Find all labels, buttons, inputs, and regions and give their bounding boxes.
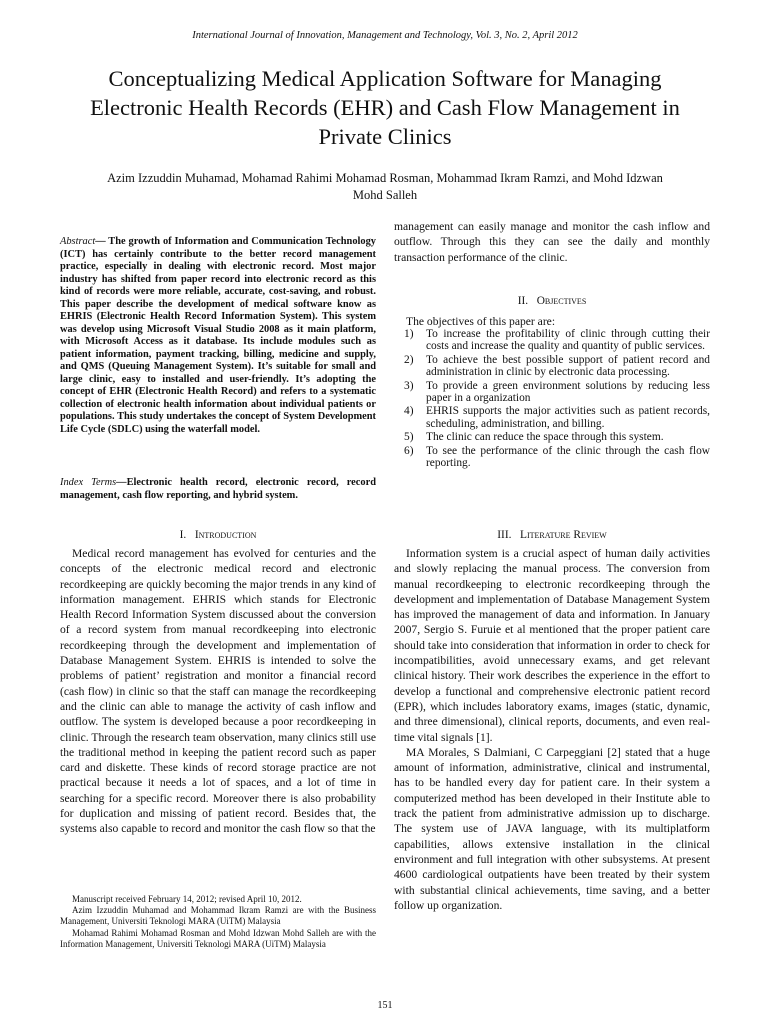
section-title: Introduction <box>194 529 257 541</box>
list-item <box>394 405 710 430</box>
list-item <box>394 328 710 353</box>
list-number: 3) <box>404 379 414 392</box>
paragraph: management can easily manage and monitor the cash inflow and outflow. Through this they can see the daily and monthly transaction performance of the clinic. <box>394 220 710 264</box>
section-number: I. <box>179 529 187 541</box>
list-item <box>394 431 710 443</box>
abstract <box>60 236 376 436</box>
list-item <box>394 380 710 405</box>
list-text: The clinic can reduce the space through this system. <box>426 431 664 444</box>
introduction-body <box>60 546 376 837</box>
index-terms-label: Index Terms <box>60 477 117 488</box>
list-number: 1) <box>404 328 414 340</box>
list-number: 5) <box>404 431 414 444</box>
list-number: 4) <box>404 405 414 418</box>
section-title: Objectives <box>536 295 587 307</box>
list-item <box>394 354 710 379</box>
section-number: III. <box>497 529 512 541</box>
list-number: 6) <box>404 444 414 457</box>
section-number: II. <box>517 295 529 307</box>
section-heading-objectives <box>394 295 710 307</box>
running-head: International Journal of Innovation, Management and Technology, Vol. 3, No. 2, April 2012 <box>192 30 578 41</box>
paragraph: Information system is a crucial aspect of human daily activities and slowly replacing the manual process. The conversion from manual recordkeeping to electronic recordkeeping through the development and implementation of Database Management System has improved the management of data and information. In January 2007, Sergio S. Furuie et al mentioned that the proper patient care should take into consideration that information in order to check for incompatibilities, avoid unnecessary exams, and get relevant clinical history. Their work describes the experience in the effort to develop a functional and comprehensive electronic patient record (EPR), which includes laboratory exams, images (static, dynamic, and three dimensional), clinical reports, documents, and even real-time vital signals [1]. <box>394 547 710 744</box>
author-list: Azim Izzuddin Muhamad, Mohamad Rahimi Mohamad Rosman, Mohammad Ikram Ramzi, and Mohd Idzwan Mohd Salleh <box>107 171 663 202</box>
section-heading-literature-review <box>394 529 710 541</box>
list-number: 2) <box>404 353 414 366</box>
footnote-line: Mohamad Rahimi Mohamad Rosman and Mohd Idzwan Mohd Salleh are with the Information Management, Universiti Teknologi MARA (UiTM) Malaysia <box>60 927 376 949</box>
section-title: Literature Review <box>520 529 607 541</box>
list-text: To achieve the best possible support of patient record and administration in clinic by electronic data processing. <box>426 353 710 379</box>
list-text: To provide a green environment solutions by reducing less paper in a organization <box>426 379 710 405</box>
objectives-intro: The objectives of this paper are: <box>406 315 556 328</box>
paragraph: MA Morales, S Dalmiani, C Carpeggiani [2] stated that a huge amount of information, administrative, clinical and instrumental, has to be handled every day for patient care. In their system a computerized method has been developed in their Institute able to track the patient from administrative admission up to discharge. The system use of JAVA language, with its multiplatform capabilities, allows extensive installation in the clinical environment and full integration with other subsystems. At present 4600 cardiological outpatients have been treated by their system with substantial clinical achievements, time saving, and a better follow up organization. <box>394 745 710 912</box>
footnote-line: Manuscript received February 14, 2012; revised April 10, 2012. <box>72 894 302 904</box>
index-terms <box>60 477 376 502</box>
page-number: 151 <box>377 1000 393 1011</box>
paper-title: Conceptualizing Medical Application Software for Managing Electronic Health Records (EHR) and Cash Flow Management in Private Clinics <box>90 66 680 149</box>
abstract-text: — The growth of Information and Communication Technology (ICT) has certainly contribute to the better record management practice, especially in dealing with electronic record. Most major industry has shifted from paper record into electronic record as this kind of records were more reliable, accurate, cost-saving, and robust. This paper describe the development of medical software know as EHRIS (Electronic Health Record Information System). This system was develop using Microsoft Visual Studio 2008 as it main platform, with Microsoft Access as it database. Its include modules such as patient information, payment tracking, billing, medicine and supply, and QMS (Queuing Management System). It’s suitable for small and large clinic, easy to installed and user-friendly. It’s adopting the concept of EHR (Electronic Health Record) and refers to a systematic collection of electronic health information about individual patients or populations. This study undertakes the concept of System Development Life Cycle (SDLC) using the waterfall model. <box>60 236 376 435</box>
section-heading-introduction <box>60 529 376 541</box>
paragraph: Medical record management has evolved for centuries and the concepts of the electronic medical record and electronic recordkeeping are quickly becoming the major trends in any kind of information management. EHRIS which stands for Electronic Health Record Information System discussed about the conversion of a record system from manual recordkeeping into electronic recordkeeping through the development and implementation of Database Management System. EHRIS is intended to solve the problems of patient’ registration and monitor a financial record (cash flow) in clinic so that the staff can manage the recordkeeping and the clinic can able to manage the activity of cash inflow and outflow. The system is developed because a poor recordkeeping in clinic. Through the research team observation, many clinics still use the traditional method in keeping the patient record such as paper card and diskette. These kinds of record storage practice are not practical because it needs a lot of spaces, and a lot of time in searching for a specific record. Moreover there is also probability for duplication and missing of patient record. Besides that, the systems also capable to record and monitor the cash flow so that the <box>60 547 376 836</box>
footnote <box>60 894 376 950</box>
list-text: To see the performance of the clinic through the cash flow reporting. <box>426 444 710 470</box>
list-text: To increase the profitability of clinic through cutting their costs and increase the quality and quantity of public services. <box>426 328 710 353</box>
list-text: EHRIS supports the major activities such as patient records, scheduling, administration, and billing. <box>426 405 710 430</box>
footnote-line: Azim Izzuddin Muhamad and Mohammad Ikram Ramzi are with the Business Management, Universiti Teknologi MARA (UiTM) Malaysia <box>60 905 376 927</box>
continuation-paragraph <box>394 219 710 265</box>
literature-review-body <box>394 546 710 913</box>
abstract-label: Abstract <box>60 236 96 247</box>
index-terms-text: —Electronic health record, electronic record, record management, cash flow reporting, and hybrid system. <box>60 477 376 501</box>
objectives-list <box>394 328 710 470</box>
list-item <box>394 445 710 470</box>
